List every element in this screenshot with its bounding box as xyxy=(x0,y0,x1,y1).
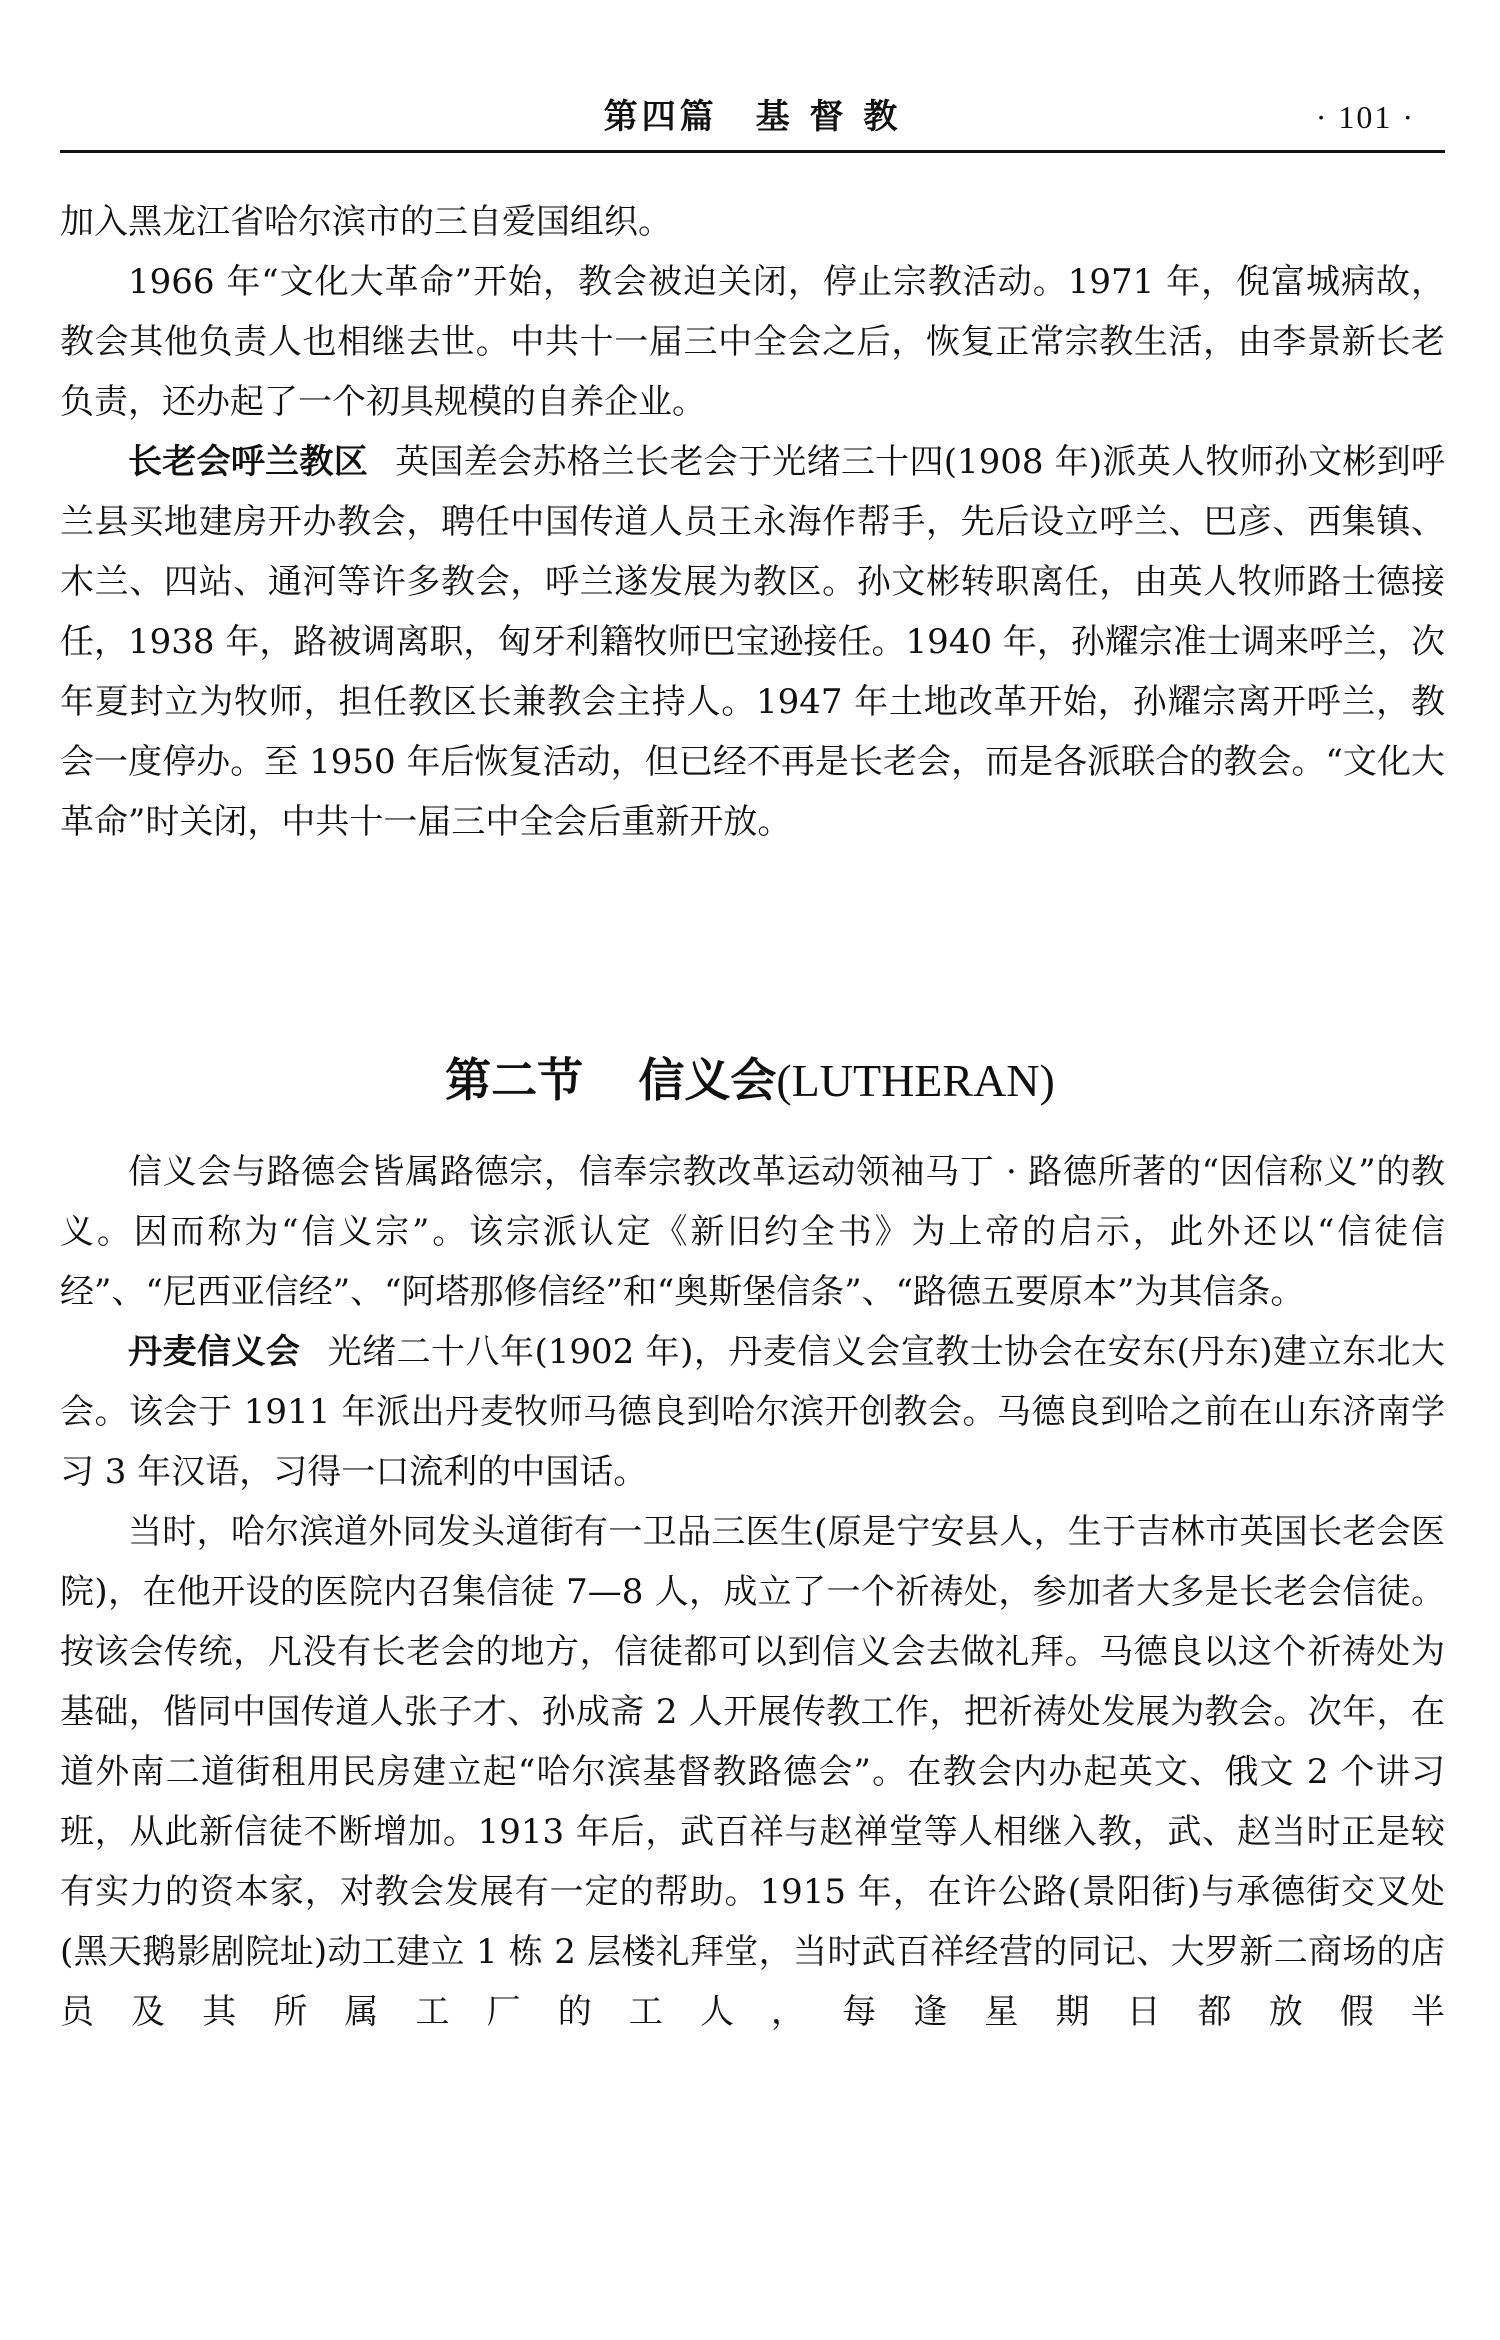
paragraph-text: 光绪二十八年(1902 年)，丹麦信义会宣教士协会在安东(丹东)建立东北大会。该会于 1911 年派出丹麦牧师马德良到哈尔滨开创教会。马德良到哈之前在山东济南学习 3 年汉语，习得一口流利的中国话。 xyxy=(60,1332,1445,1492)
paragraph: 信义会与路德会皆属路德宗，信奉宗教改革运动领袖马丁 · 路德所著的“因信称义”的教义。因而称为“信义宗”。该宗派认定《新旧约全书》为上帝的启示，此外还以“信徒信经”、“尼西亚信经”、“阿塔那修信经”和“奥斯堡信条”、“路德五要原本”为其信条。 xyxy=(60,1152,1445,1312)
section-title: 信义会 xyxy=(638,1053,777,1107)
paragraph: 加入黑龙江省哈尔滨市的三自爱国组织。 xyxy=(60,202,672,242)
section-number: 第二节 xyxy=(445,1053,584,1107)
paragraph: 当时，哈尔滨道外同发头道街有一卫品三医生(原是宁安县人，生于吉林市英国长老会医院)，在他开设的医院内召集信徒 7—8 人，成立了一个祈祷处，参加者大多是长老会信徒。按该会传统，凡没有长老会的地方，信徒都可以到信义会去做礼拜。马德良以这个祈祷处为基础，偕同中国传道人张子才、孙成斋 2 人开展传教工作，把祈祷处发展为教会。次年，在道外南二道街租用民房建立起“哈尔滨基督教路德会”。在教会内办起英文、俄文 2 个讲习班，从此新信徒不断增加。1913 年后，武百祥与赵禅堂等人相继入教，武、赵当时正是较有实力的资本家，对教会发展有一定的帮助。1915 年，在许公路(景阳街)与承德街交叉处(黑天鹅影剧院址)动工建立 1 栋 2 层楼礼拜堂，当时武百祥经营的同记、大罗新二商场的店员及其所属工厂的工人，每逢星期日都放假半 xyxy=(60,1512,1445,2032)
paragraph-text: 英国差会苏格兰长老会于光绪三十四(1908 年)派英人牧师孙文彬到呼兰县买地建房开办教会，聘任中国传道人员王永海作帮手，先后设立呼兰、巴彦、西集镇、木兰、四站、通河等许多教会，呼兰遂发展为教区。孙文彬转职离任，由英人牧师路士德接任，1938 年，路被调离职，匈牙利籍牧师巴宝逊接任。1940 年，孙耀宗准士调来呼兰，次年夏封立为牧师，担任教区长兼教会主持人。1947 年土地改革开始，孙耀宗离开呼兰，教会一度停办。至 1950 年后恢复活动，但已经不再是长老会，而是各派联合的教会。“文化大革命”时关闭，中共十一届三中全会后重新开放。 xyxy=(60,442,1445,842)
paragraph: 1966 年“文化大革命”开始，教会被迫关闭，停止宗教活动。1971 年，倪富城病故，教会其他负责人也相继去世。中共十一届三中全会之后，恢复正常宗教生活，由李景新长老负责，还办起了一个初具规模的自养企业。 xyxy=(60,262,1445,422)
run-in-heading: 长老会呼兰教区 xyxy=(128,442,368,482)
paragraph-hulan-district xyxy=(60,432,1445,852)
header-rule xyxy=(60,150,1445,153)
chapter-title: 第四篇 基 督 教 xyxy=(603,97,902,137)
running-header xyxy=(60,88,1445,146)
section-heading xyxy=(0,1040,1500,1121)
text-block-lutheran xyxy=(60,1142,1445,2042)
text-block-presbyterian xyxy=(60,192,1445,852)
run-in-heading: 丹麦信义会 xyxy=(128,1332,301,1372)
section-title-english: (LUTHERAN) xyxy=(776,1055,1055,1106)
paragraph-danish-lutheran xyxy=(60,1322,1445,1502)
page-number: · 101 · xyxy=(1315,99,1415,135)
